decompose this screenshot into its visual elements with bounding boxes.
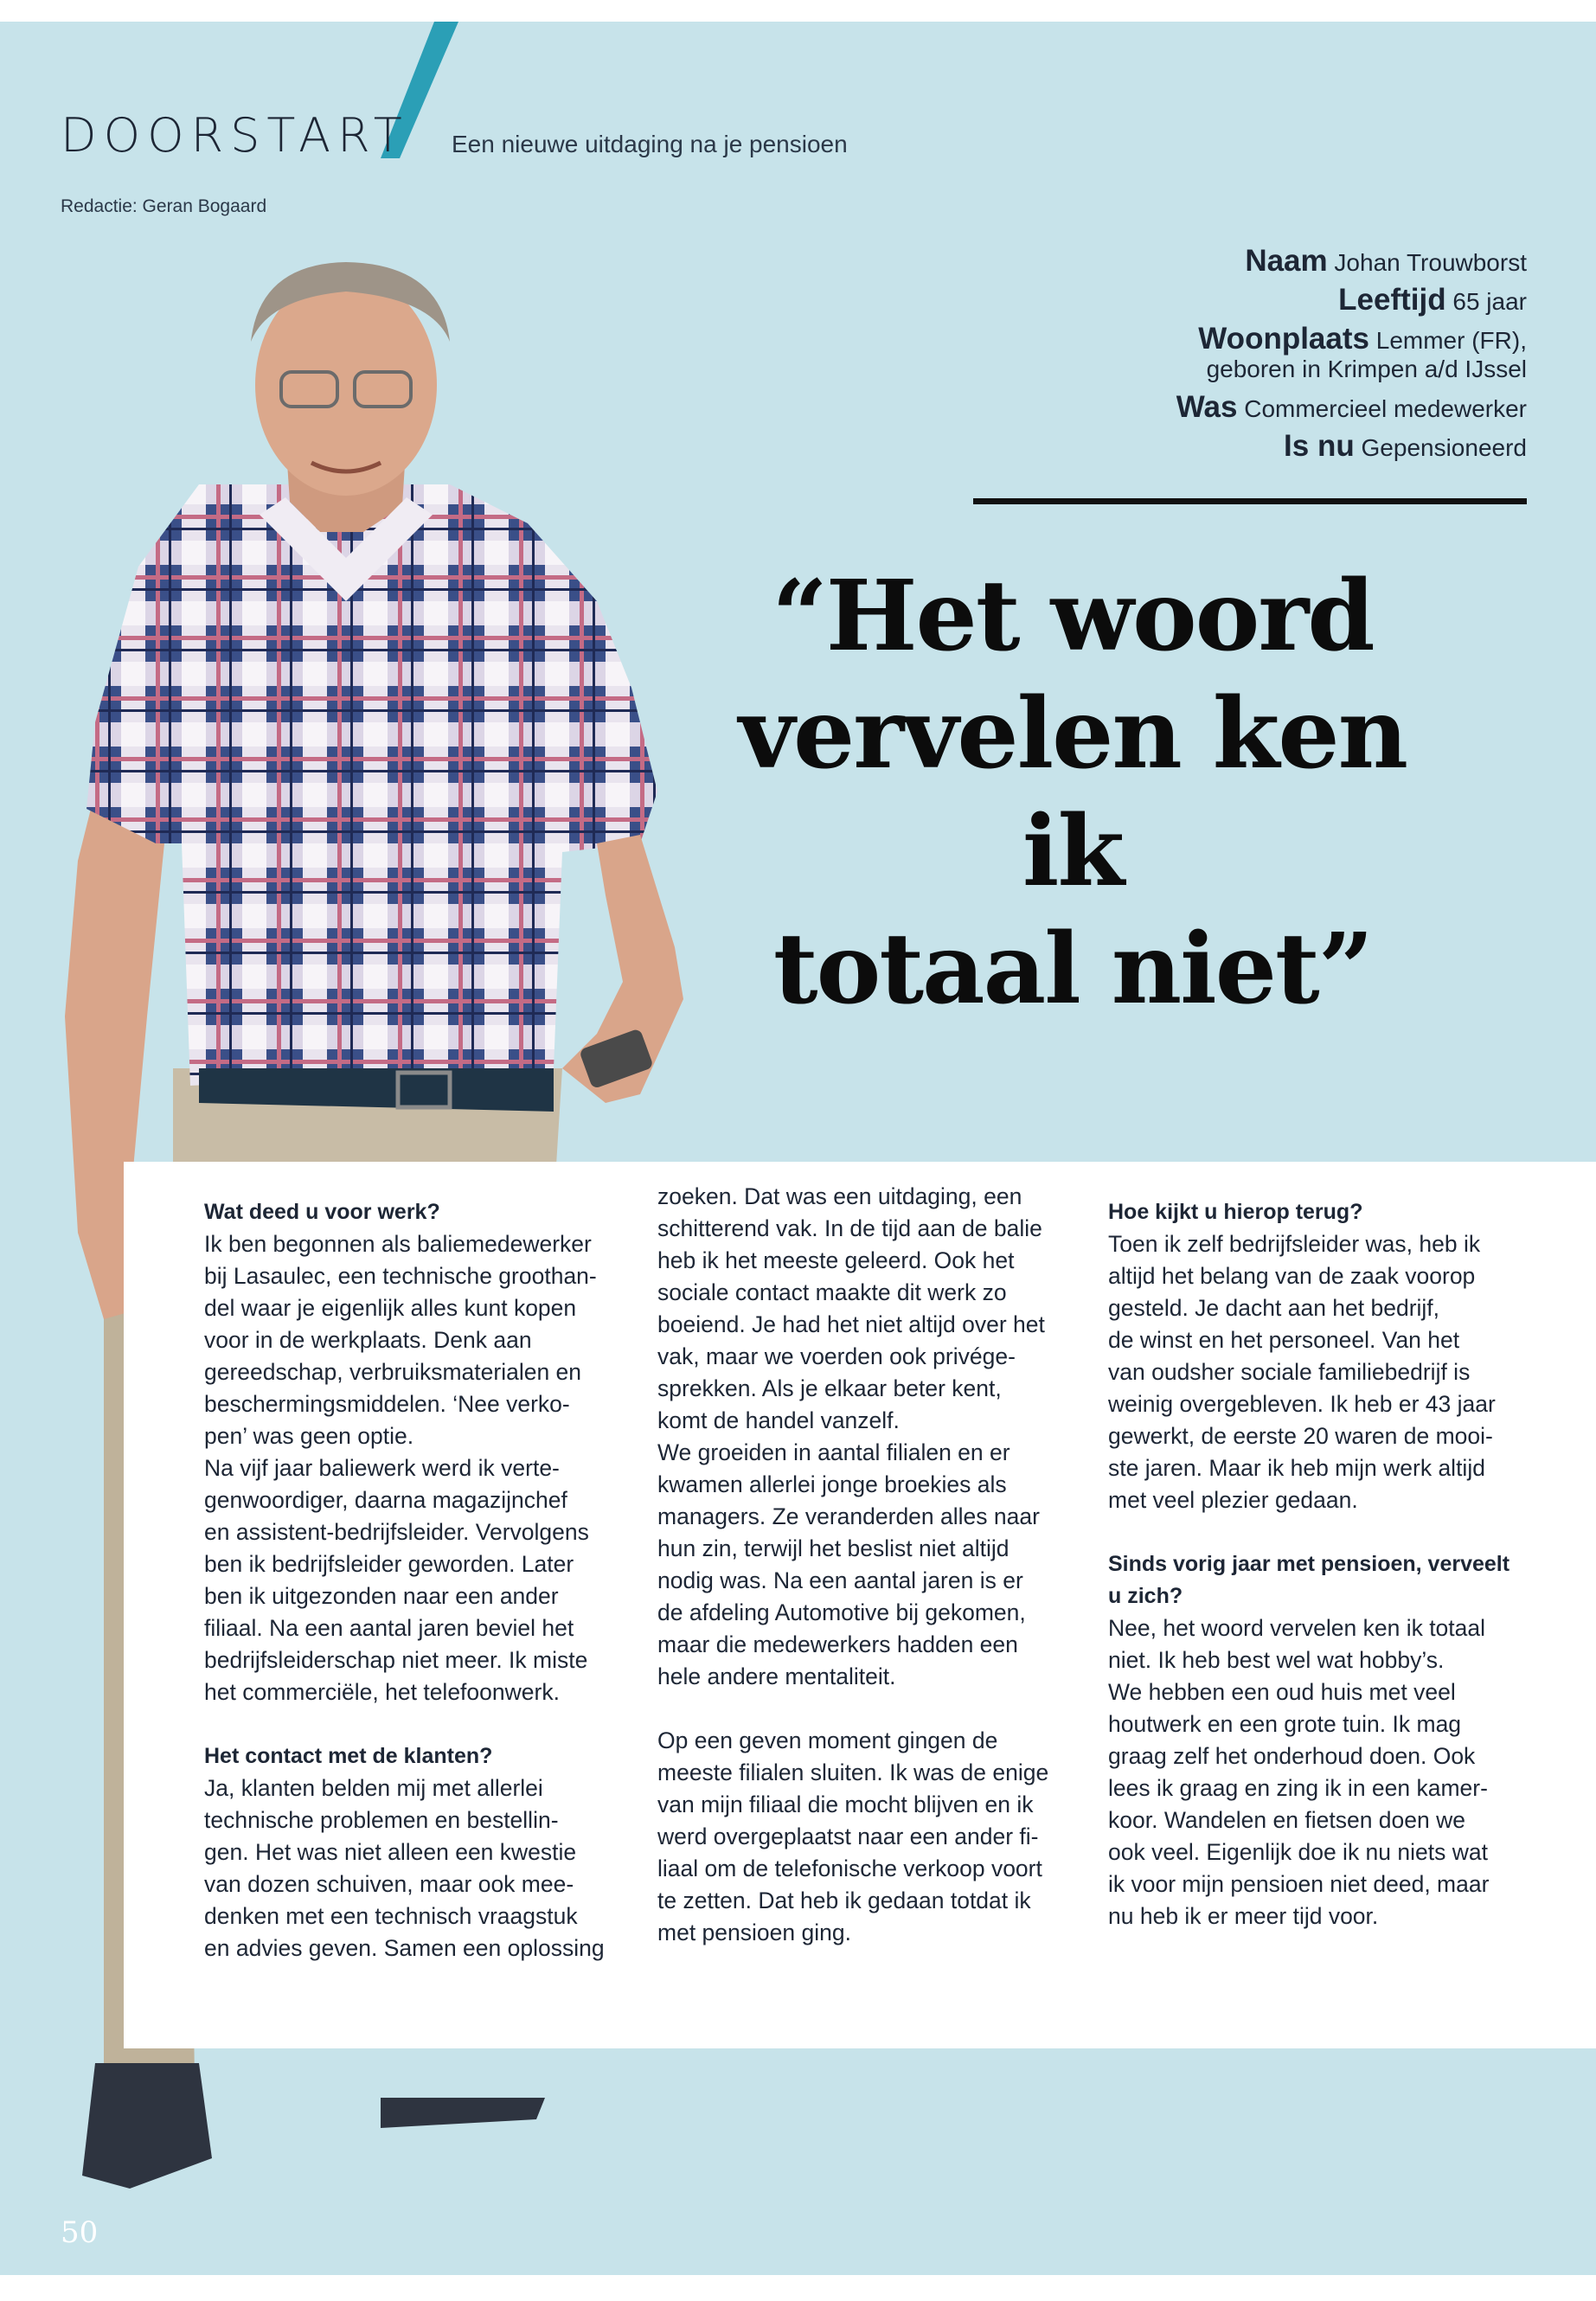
text-line: en assistent-bedrijfsleider. Vervolgens: [204, 1519, 589, 1545]
headline-line: vervelen ken ik: [738, 677, 1407, 908]
text-line: bedrijfsleiderschap niet meer. Ik miste: [204, 1647, 588, 1673]
text-line: voor in de werkplaats. Denk aan: [204, 1327, 532, 1353]
text-line: van mijn filiaal die mocht blijven en ik: [657, 1791, 1034, 1817]
profile-was: Was Commercieel medewerker: [1176, 390, 1527, 424]
answer-text: [204, 1228, 637, 1708]
text-line: hele andere mentaliteit.: [657, 1663, 896, 1689]
text-line: gewerkt, de eerste 20 waren de mooi-: [1108, 1423, 1493, 1449]
text-line: nu heb ik er meer tijd voor.: [1108, 1903, 1379, 1929]
answer-text: [204, 1772, 637, 1965]
text-line: ste jaren. Maar ik heb mijn werk altijd: [1108, 1455, 1485, 1481]
text-line: bij Lasaulec, een technische groothan-: [204, 1263, 597, 1289]
headline-quote: [683, 558, 1462, 1029]
text-line: van dozen schuiven, maar ook mee-: [204, 1871, 574, 1897]
text-line: genwoordiger, daarna magazijnchef: [204, 1487, 567, 1513]
text-line: managers. Ze veranderden alles naar: [657, 1503, 1040, 1529]
headline-line: “Het woord: [772, 560, 1374, 673]
text-line: met veel plezier gedaan.: [1108, 1487, 1358, 1513]
text-line: komt de handel vanzelf.: [657, 1407, 900, 1433]
byline: Redactie: Geran Bogaard: [61, 196, 267, 216]
text-line: ook veel. Eigenlijk doe ik nu niets wat: [1108, 1839, 1488, 1865]
question-heading: Wat deed u voor werk?: [204, 1200, 440, 1224]
answer-text: [1108, 1228, 1541, 1516]
answer-text: [1108, 1612, 1541, 1932]
text-line: gesteld. Je dacht aan het bedrijf,: [1108, 1295, 1440, 1321]
text-line: houtwerk en een grote tuin. Ik mag: [1108, 1711, 1462, 1737]
text-line: ben ik uitgezonden naar een ander: [204, 1583, 559, 1609]
text-line: boeiend. Je had het niet altijd over het: [657, 1311, 1045, 1337]
text-line: Ik ben begonnen als baliemedewerker: [204, 1231, 592, 1257]
text-line: met pensioen ging.: [657, 1920, 851, 1945]
text-line: Nee, het woord vervelen ken ik totaal: [1108, 1615, 1486, 1641]
text-line: van oudsher sociale familiebedrijf is: [1108, 1359, 1471, 1385]
question-heading: Hoe kijkt u hierop terug?: [1108, 1200, 1363, 1224]
magazine-page: [0, 22, 1596, 2275]
text-line: het commerciële, het telefoonwerk.: [204, 1679, 560, 1705]
article-column-3: [1108, 1196, 1541, 1932]
text-line: zoeken. Dat was een uitdaging, een: [657, 1183, 1022, 1209]
text-line: pen’ was geen optie.: [204, 1423, 414, 1449]
text-line: weinig overgebleven. Ik heb er 43 jaar: [1108, 1391, 1496, 1417]
text-line: de winst en het personeel. Van het: [1108, 1327, 1460, 1353]
text-line: denken met een technisch vraagstuk: [204, 1903, 578, 1929]
question-heading: Sinds vorig jaar met pensioen, verveelt u zich?: [1108, 1552, 1510, 1608]
answer-text: [657, 1725, 1090, 1949]
text-line: ben ik bedrijfsleider geworden. Later: [204, 1551, 574, 1577]
section-subtitle: Een nieuwe uitdaging na je pensioen: [452, 131, 848, 157]
profile-residence: Woonplaats Lemmer (FR), geboren in Krimpen a/d IJssel: [1176, 320, 1527, 385]
profile-now: Is nu Gepensioneerd: [1284, 429, 1527, 463]
text-line: koor. Wandelen en fietsen doen we: [1108, 1807, 1465, 1833]
profile-birthplace: geboren in Krimpen a/d IJssel: [1206, 356, 1527, 382]
text-line: filiaal. Na een aantal jaren beviel het: [204, 1615, 574, 1641]
text-line: kwamen allerlei jonge broekies als: [657, 1471, 1007, 1497]
text-line: schitterend vak. In de tijd aan de balie: [657, 1215, 1042, 1241]
text-line: altijd het belang van de zaak voorop: [1108, 1263, 1476, 1289]
text-line: Toen ik zelf bedrijfsleider was, heb ik: [1108, 1231, 1481, 1257]
text-line: del waar je eigenlijk alles kunt kopen: [204, 1295, 577, 1321]
text-line: heb ik het meeste geleerd. Ook het: [657, 1247, 1015, 1273]
text-line: vak, maar we voerden ook privége-: [657, 1343, 1016, 1369]
article-column-2: [657, 1181, 1090, 1949]
text-line: Ja, klanten belden mij met allerlei: [204, 1775, 543, 1801]
text-line: lees ik graag en zing ik in een kamer-: [1108, 1775, 1488, 1801]
profile-age: Leeftijd 65 jaar: [1338, 283, 1527, 317]
text-line: te zetten. Dat heb ik gedaan totdat ik: [657, 1888, 1031, 1913]
text-line: werd overgeplaatst naar een ander fi-: [657, 1823, 1039, 1849]
text-line: Op een geven moment gingen de: [657, 1727, 998, 1753]
quote-divider: [973, 498, 1527, 504]
text-line: We hebben een oud huis met veel: [1108, 1679, 1456, 1705]
text-line: en advies geven. Samen een oplossing: [204, 1935, 605, 1961]
text-line: nodig was. Na een aantal jaren is er: [657, 1567, 1023, 1593]
section-title: DOORSTART: [61, 108, 409, 163]
text-line: de afdeling Automotive bij gekomen,: [657, 1599, 1026, 1625]
text-line: sociale contact maakte dit werk zo: [657, 1279, 1007, 1305]
text-line: sprekken. Als je elkaar beter kent,: [657, 1375, 1002, 1401]
text-line: ik voor mijn pensioen niet deed, maar: [1108, 1871, 1490, 1897]
text-line: gen. Het was niet alleen een kwestie: [204, 1839, 577, 1865]
text-line: gereedschap, verbruiksmaterialen en: [204, 1359, 582, 1385]
text-line: We groeiden in aantal filialen en er: [657, 1439, 1010, 1465]
text-line: technische problemen en bestellin-: [204, 1807, 559, 1833]
profile-name: Naam Johan Trouwborst: [1245, 244, 1527, 278]
profile-box: [1176, 242, 1527, 466]
article-body: [124, 1162, 1596, 2048]
text-line: meeste filialen sluiten. Ik was de enige: [657, 1759, 1049, 1785]
text-line: liaal om de telefonische verkoop voort: [657, 1856, 1042, 1881]
article-column-1: [204, 1196, 637, 1965]
text-line: graag zelf het onderhoud doen. Ook: [1108, 1743, 1476, 1769]
headline-line: totaal niet”: [772, 913, 1373, 1026]
text-line: beschermingsmiddelen. ‘Nee verko-: [204, 1391, 570, 1417]
text-line: niet. Ik heb best wel wat hobby’s.: [1108, 1647, 1445, 1673]
text-line: hun zin, terwijl het beslist niet altijd: [657, 1535, 1010, 1561]
text-line: Na vijf jaar baliewerk werd ik verte-: [204, 1455, 560, 1481]
question-heading: Het contact met de klanten?: [204, 1744, 493, 1768]
page-number: 50: [61, 2215, 99, 2250]
answer-text: [657, 1181, 1090, 1693]
text-line: maar die medewerkers hadden een: [657, 1631, 1018, 1657]
